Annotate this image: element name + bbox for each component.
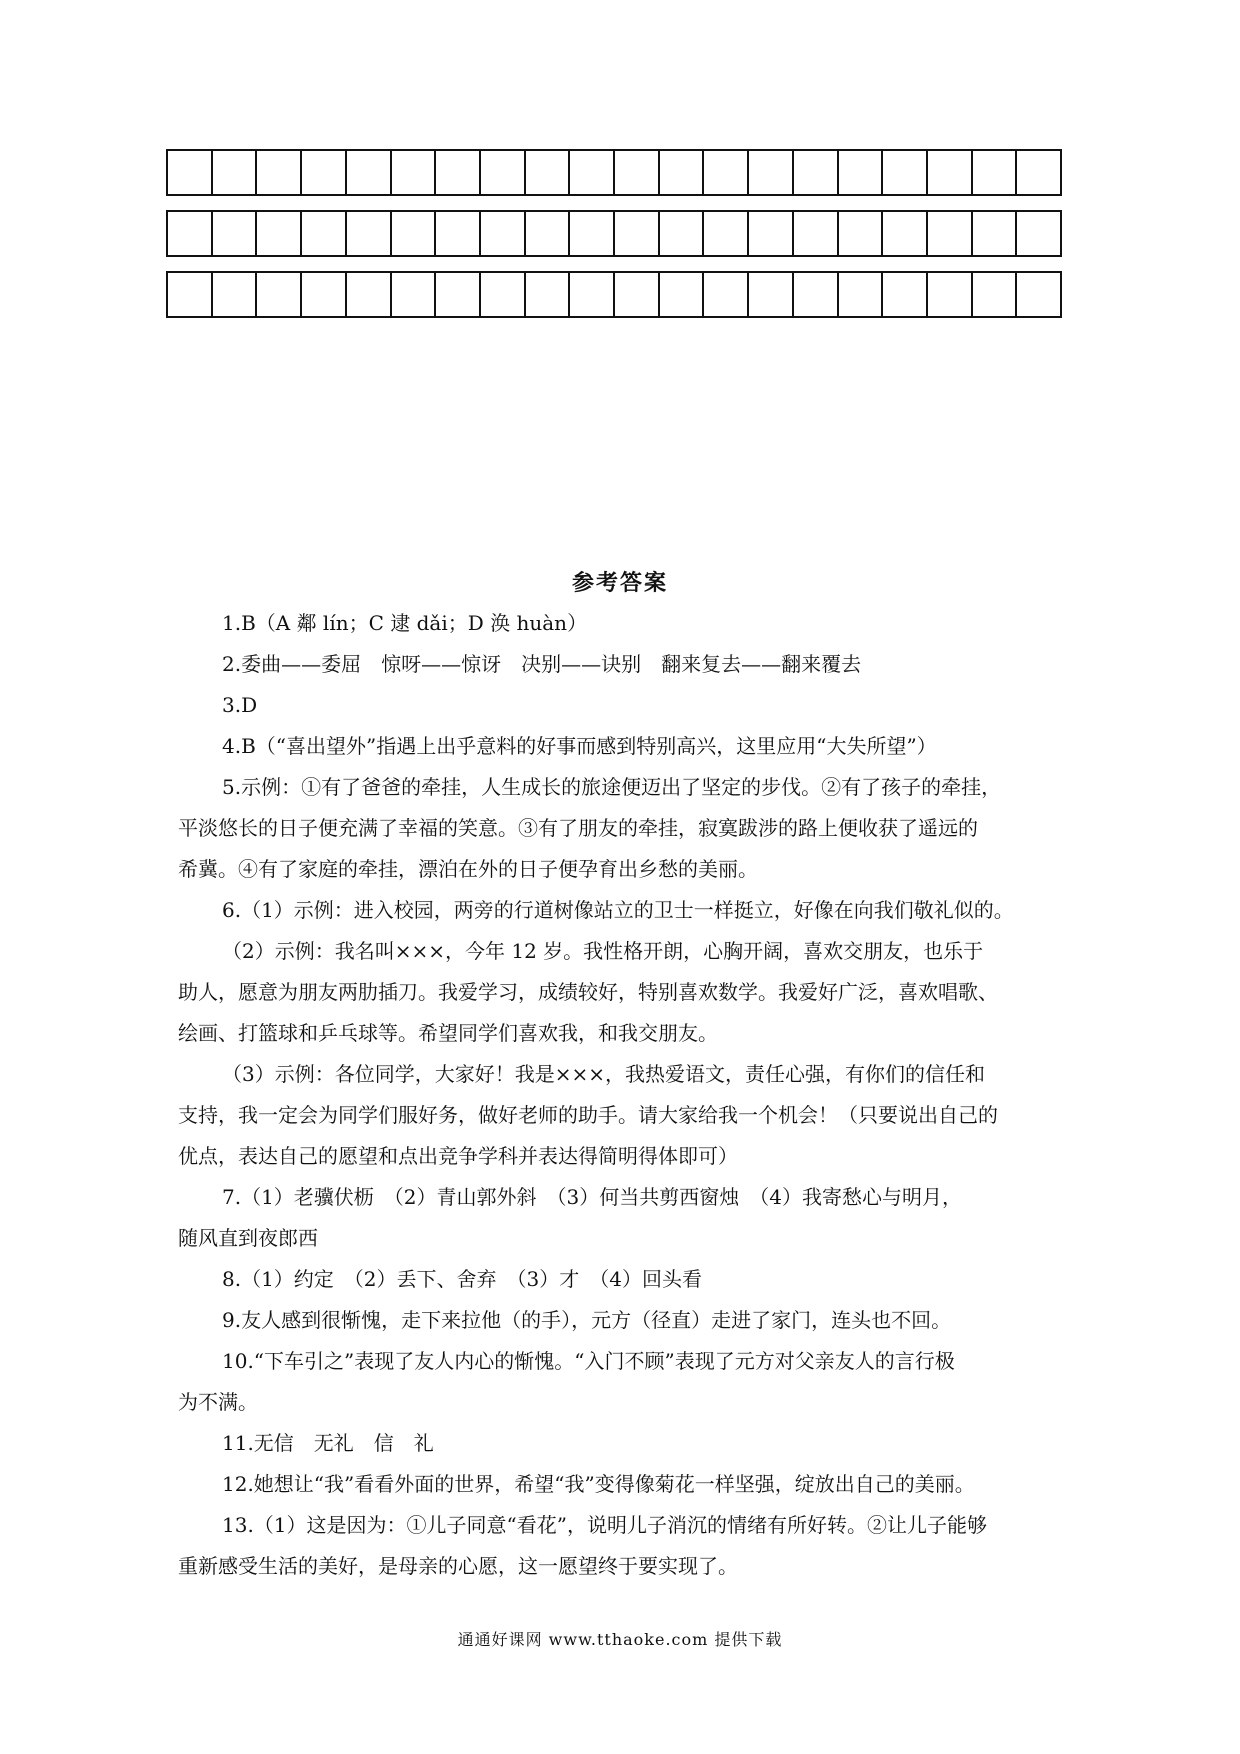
grid-cell [928, 273, 973, 316]
answer-item [178, 1469, 1064, 1499]
answer-item [178, 1428, 1064, 1458]
answer-line: 8.（1）约定 （2）丢下、舍弃 （3）才 （4）回头看 [222, 1267, 702, 1291]
answer-line: 优点，表达自己的愿望和点出竞争学科并表达得简明得体即可） [178, 1144, 738, 1168]
answer-line: 助人，愿意为朋友两肋插刀。我爱学习，成绩较好，特别喜欢数学。我爱好广泛，喜欢唱歌、 [178, 980, 998, 1004]
answer-line: 13.（1）这是因为：①儿子同意“看花”，说明儿子消沉的情绪有所好转。②让儿子能够 [222, 1513, 987, 1537]
answer-item [178, 1059, 1064, 1171]
grid-cell [436, 212, 481, 255]
grid-cell [257, 212, 302, 255]
grid-cell [1017, 151, 1060, 194]
answer-line: 支持，我一定会为同学们服好务，做好老师的助手。请大家给我一个机会！（只要说出自己的 [178, 1103, 998, 1127]
grid-cell [794, 151, 839, 194]
grid-cell [839, 212, 884, 255]
answer-line: 5.示例：①有了爸爸的牵挂，人生成长的旅途便迈出了坚定的步伐。②有了孩子的牵挂， [222, 775, 1002, 799]
footer-credit: 通通好课网 www.tthaoke.com 提供下载 [457, 1630, 783, 1649]
grid-row [166, 271, 1062, 318]
grid-cell [570, 212, 615, 255]
answer-line: （2）示例：我名叫×××，今年 12 岁。我性格开朗，心胸开阔，喜欢交朋友，也乐于 [222, 939, 984, 963]
grid-cell [883, 151, 928, 194]
grid-cell [749, 273, 794, 316]
answer-line: 1.B（A 鄰 lín；C 逮 dǎi；D 涣 huàn） [222, 611, 588, 635]
grid-cell [570, 151, 615, 194]
grid-cell [794, 212, 839, 255]
grid-cell [347, 151, 392, 194]
grid-cell [213, 212, 258, 255]
answer-line: 3.D [222, 693, 258, 717]
answer-item [178, 1305, 1064, 1335]
answer-line: 希冀。④有了家庭的牵挂，漂泊在外的日子便孕育出乡愁的美丽。 [178, 857, 758, 881]
grid-cell [660, 151, 705, 194]
grid-cell [481, 212, 526, 255]
grid-cell [660, 212, 705, 255]
grid-cell [392, 273, 437, 316]
grid-cell [526, 151, 571, 194]
answer-item [178, 1510, 1064, 1581]
answer-item [178, 690, 1064, 720]
grid-cell [526, 212, 571, 255]
grid-cell [615, 151, 660, 194]
grid-cell [660, 273, 705, 316]
grid-cell [749, 212, 794, 255]
grid-cell [257, 273, 302, 316]
answer-item [178, 772, 1064, 884]
answer-line: 10.“下车引之”表现了友人内心的惭愧。“入门不顾”表现了元方对父亲友人的言行极 [222, 1349, 955, 1373]
answer-line: 7.（1）老骥伏枥 （2）青山郭外斜 （3）何当共剪西窗烛 （4）我寄愁心与明月， [222, 1185, 962, 1209]
answer-line: 4.B（“喜出望外”指遇上出乎意料的好事而感到特别高兴，这里应用“大失所望”） [222, 734, 937, 758]
grid-cell [213, 151, 258, 194]
grid-cell [883, 273, 928, 316]
grid-cell [392, 151, 437, 194]
grid-cell [794, 273, 839, 316]
answer-line: 6.（1）示例：进入校园，两旁的行道树像站立的卫士一样挺立，好像在向我们敬礼似的。 [222, 898, 1014, 922]
grid-row [166, 210, 1062, 257]
grid-cell [302, 212, 347, 255]
grid-cell [392, 212, 437, 255]
grid-cell [481, 151, 526, 194]
grid-cell [928, 212, 973, 255]
answer-item [178, 936, 1064, 1048]
grid-cell [168, 212, 213, 255]
answer-line: 9.友人感到很惭愧，走下来拉他（的手），元方（径直）走进了家门，连头也不回。 [222, 1308, 952, 1332]
answer-line: 12.她想让“我”看看外面的世界，希望“我”变得像菊花一样坚强，绽放出自己的美丽。 [222, 1472, 975, 1496]
grid-cell [839, 151, 884, 194]
answer-line: 平淡悠长的日子便充满了幸福的笑意。③有了朋友的牵挂，寂寞跋涉的路上便收获了遥远的 [178, 816, 978, 840]
answer-item [178, 1182, 1064, 1253]
grid-cell [973, 151, 1018, 194]
grid-cell [436, 273, 481, 316]
answer-line: 随风直到夜郎西 [178, 1226, 318, 1250]
grid-cell [839, 273, 884, 316]
answer-list [178, 608, 1064, 1592]
grid-cell [704, 273, 749, 316]
answer-item [178, 1346, 1064, 1417]
grid-cell [704, 151, 749, 194]
grid-cell [526, 273, 571, 316]
grid-cell [347, 273, 392, 316]
grid-cell [436, 151, 481, 194]
grid-cell [481, 273, 526, 316]
grid-cell [168, 151, 213, 194]
grid-cell [257, 151, 302, 194]
grid-cell [615, 212, 660, 255]
grid-cell [928, 151, 973, 194]
answer-key-title: 参考答案 [571, 570, 668, 596]
answer-item [178, 895, 1064, 925]
answer-item [178, 1264, 1064, 1294]
grid-cell [973, 273, 1018, 316]
grid-cell [570, 273, 615, 316]
grid-cell [973, 212, 1018, 255]
answer-line: （3）示例：各位同学，大家好！我是×××，我热爱语文，责任心强，有你们的信任和 [222, 1062, 985, 1086]
answer-line: 2.委曲——委屈 惊呀——惊讶 决别——诀别 翻来复去——翻来覆去 [222, 652, 862, 676]
grid-cell [749, 151, 794, 194]
grid-cell [302, 273, 347, 316]
answer-item [178, 608, 1064, 638]
answer-item [178, 649, 1064, 679]
grid-cell [1017, 273, 1060, 316]
answer-line: 11.无信 无礼 信 礼 [222, 1431, 434, 1455]
grid-cell [1017, 212, 1060, 255]
grid-cell [704, 212, 749, 255]
grid-cell [347, 212, 392, 255]
grid-cell [615, 273, 660, 316]
grid-row [166, 149, 1062, 196]
answer-line: 为不满。 [178, 1390, 258, 1414]
grid-cell [213, 273, 258, 316]
grid-cell [302, 151, 347, 194]
answer-item [178, 731, 1064, 761]
answer-line: 重新感受生活的美好，是母亲的心愿，这一愿望终于要实现了。 [178, 1554, 738, 1578]
answer-line: 绘画、打篮球和乒乓球等。希望同学们喜欢我，和我交朋友。 [178, 1021, 718, 1045]
grid-cell [168, 273, 213, 316]
grid-cell [883, 212, 928, 255]
